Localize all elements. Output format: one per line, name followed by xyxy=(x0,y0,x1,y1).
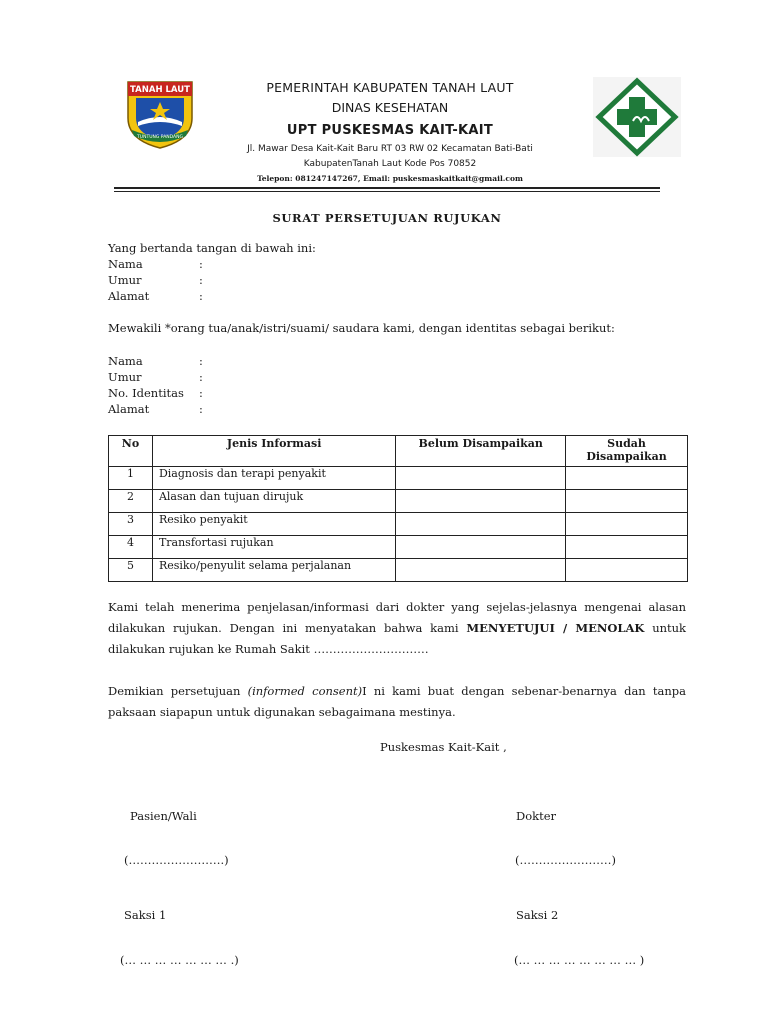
witness1-signature-line[interactable]: (… … … … … … … .) xyxy=(120,953,239,967)
row-info: Alasan dan tujuan dirujuk xyxy=(152,490,395,513)
row-number: 5 xyxy=(109,559,153,582)
table-header-row xyxy=(109,436,688,467)
table-row xyxy=(109,467,688,490)
patient-name-colon: : xyxy=(199,354,203,368)
patient-id-colon: : xyxy=(199,386,203,400)
doctor-signature-line[interactable]: (……………………) xyxy=(515,853,616,867)
row-number: 2 xyxy=(109,490,153,513)
contact-line: Telepon: 081247147267, Email: puskesmaskaitkait@gmail.com xyxy=(257,174,523,183)
header-not-delivered: Belum Disampaikan xyxy=(396,436,566,467)
row-not-delivered-cell[interactable] xyxy=(396,513,566,536)
consent-choice: MENYETUJUI / MENOLAK xyxy=(466,621,645,635)
row-delivered-cell[interactable] xyxy=(566,536,688,559)
row-number: 4 xyxy=(109,536,153,559)
patient-id-label: No. Identitas xyxy=(108,386,184,400)
row-not-delivered-cell[interactable] xyxy=(396,490,566,513)
table-row xyxy=(109,513,688,536)
row-not-delivered-cell[interactable] xyxy=(396,536,566,559)
doctor-signature-label: Dokter xyxy=(516,809,557,823)
puskesmas-logo-icon xyxy=(593,77,681,157)
patient-signature-label: Pasien/Wali xyxy=(130,809,197,823)
row-info: Resiko penyakit xyxy=(152,513,395,536)
patient-signature-line[interactable]: (…………………….) xyxy=(124,853,229,867)
intro-text: Yang bertanda tangan di bawah ini: xyxy=(108,241,316,255)
patient-address-colon: : xyxy=(199,402,203,416)
row-not-delivered-cell[interactable] xyxy=(396,467,566,490)
representing-text: Mewakili *orang tua/anak/istri/suami/ saudara kami, dengan identitas sebagai berikut: xyxy=(108,321,615,335)
tanah-laut-emblem-icon xyxy=(124,78,196,150)
row-info: Transfortasi rujukan xyxy=(152,536,395,559)
patient-name-label: Nama xyxy=(108,354,143,368)
patient-address-label: Alamat xyxy=(108,402,150,416)
table-row xyxy=(109,490,688,513)
address-line-1: Jl. Mawar Desa Kait-Kait Baru RT 03 RW 02 Kecamatan Bati-Bati xyxy=(247,144,533,154)
witness2-label: Saksi 2 xyxy=(516,908,559,922)
row-info: Resiko/penyulit selama perjalanan xyxy=(152,559,395,582)
row-number: 3 xyxy=(109,513,153,536)
government-name: PEMERINTAH KABUPATEN TANAH LAUT xyxy=(266,80,514,95)
information-table xyxy=(108,435,688,582)
signer-name-label: Nama xyxy=(108,257,143,271)
signer-name-colon: : xyxy=(199,257,203,271)
header-rule-thin xyxy=(114,191,660,192)
row-delivered-cell[interactable] xyxy=(566,490,688,513)
row-info: Diagnosis dan terapi penyakit xyxy=(152,467,395,490)
department-name: DINAS KESEHATAN xyxy=(331,100,449,115)
place-text: Puskesmas Kait-Kait , xyxy=(380,740,507,754)
consent-text-a: Kami telah menerima penjelasan/informasi dari dokter yang sejelas-jelasnya mengenai alasan dilakukan rujukan. Dengan ini menyatakan bahwa kami xyxy=(108,600,686,635)
document-title: SURAT PERSETUJUAN RUJUKAN xyxy=(272,211,502,225)
signer-address-colon: : xyxy=(199,289,203,303)
consent-paragraph xyxy=(108,597,686,660)
header-rule-thick xyxy=(114,187,660,189)
row-delivered-cell[interactable] xyxy=(566,467,688,490)
row-delivered-cell[interactable] xyxy=(566,559,688,582)
row-number: 1 xyxy=(109,467,153,490)
patient-age-colon: : xyxy=(199,370,203,384)
svg-text:TANAH LAUT: TANAH LAUT xyxy=(130,85,190,95)
closing-paragraph xyxy=(108,681,686,723)
table-row xyxy=(109,536,688,559)
consent-text-b: untuk dilakukan rujukan ke Rumah Sakit ………………………… xyxy=(108,621,687,656)
svg-text:TUNTUNG PANDANG: TUNTUNG PANDANG xyxy=(137,135,183,140)
header-delivered: Sudah Disampaikan xyxy=(566,436,688,467)
signer-age-label: Umur xyxy=(108,273,142,287)
witness2-signature-line[interactable]: (… … … … … … … … ) xyxy=(514,953,645,967)
row-not-delivered-cell[interactable] xyxy=(396,559,566,582)
address-line-2: KabupatenTanah Laut Kode Pos 70852 xyxy=(303,159,477,169)
header-info-type: Jenis Informasi xyxy=(152,436,395,467)
unit-name: UPT PUSKESMAS KAIT-KAIT xyxy=(286,123,494,138)
row-delivered-cell[interactable] xyxy=(566,513,688,536)
signer-age-colon: : xyxy=(199,273,203,287)
patient-age-label: Umur xyxy=(108,370,142,384)
closing-text-a: Demikian persetujuan xyxy=(108,684,241,698)
signer-address-label: Alamat xyxy=(108,289,150,303)
table-row xyxy=(109,559,688,582)
closing-text-b: I ni kami buat dengan sebenar-benarnya dan tanpa paksaan siapapun untuk digunakan sebagaimana mestinya. xyxy=(108,684,687,719)
closing-informed-consent: (informed consent) xyxy=(247,684,363,698)
witness1-label: Saksi 1 xyxy=(124,908,167,922)
header-no: No xyxy=(109,436,153,467)
